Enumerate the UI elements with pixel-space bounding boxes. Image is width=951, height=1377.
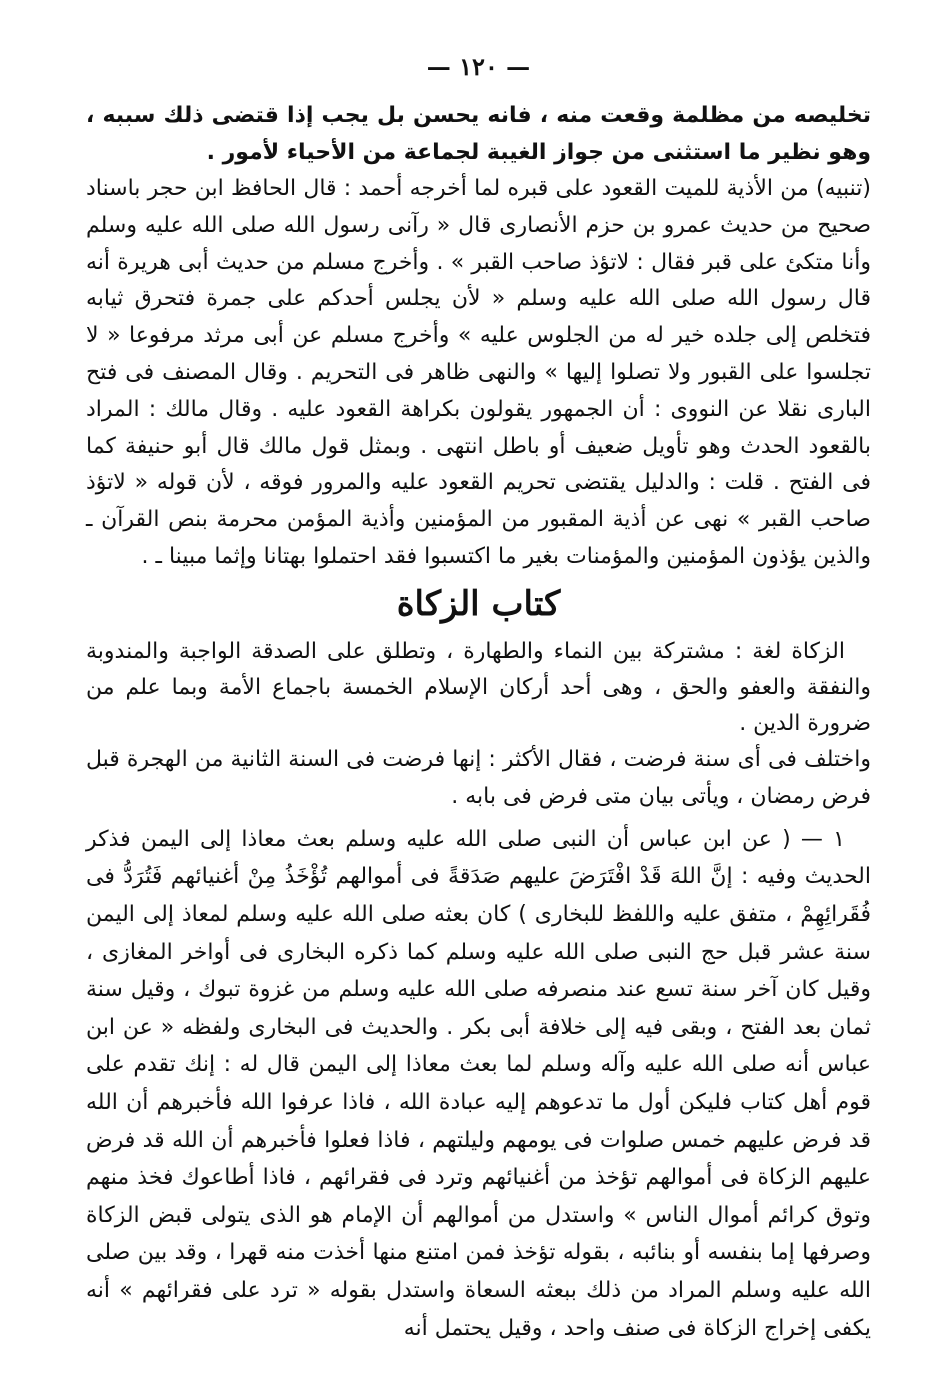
- intro-paragraph: تخليصه من مظلمة وقعت منه ، فانه يحسن بل يجب إذا قتضى ذلك سببه ، وهو نظير ما استثنى من جواز الغيبة لجماعة من الأحياء لأمور .: [86, 103, 871, 165]
- note-block: [86, 171, 871, 576]
- intro-block: [86, 97, 871, 171]
- zakat-definition-block: [86, 634, 871, 815]
- page-number: — ١٢٠ —: [426, 52, 531, 81]
- hadith-paragraph: ١ — ( عن ابن عباس أن النبى صلى الله عليه وسلم بعث معاذا إلى اليمن فذكر الحديث وفيه : إنَّ اللهَ قَدْ افْتَرَضَ عليهم صَدَقةً فى أموالهم تُؤْخَذُ مِنْ أغنيائهم فَتُرَدُّ فى فُقَرائِهِمْ ، متفق عليه واللفظ للبخارى ) كان بعثه صلى الله عليه وسلم لمعاذ إلى اليمن سنة عشر قبل حج النبى صلى الله عليه وسلم كما ذكره البخارى فى أواخر المغازى ، وقيل كان آخر سنة تسع عند منصرفه صلى الله عليه وسلم من غزوة تبوك ، وقيل سنة ثمان بعد الفتح ، وبقى فيه إلى خلافة أبى بكر . والحديث فى البخارى ولفظه « عن ابن عباس أنه صلى الله عليه وآله وسلم لما بعث معاذا إلى اليمن قال له : إنك تقدم على قوم أهل كتاب فليكن أول ما تدعوهم إليه عبادة الله ، فاذا عرفوا الله فأخبرهم أن الله قد فرض عليهم خمس صلوات فى يومهم وليلتهم ، فاذا فعلوا فأخبرهم أن الله قد فرض عليهم الزكاة فى أموالهم تؤخذ من أغنيائهم وترد فى فقرائهم ، فاذا أطاعوك فخذ منهم وتوق كرائم أموال الناس » واستدل من أموالهم أن الإمام هو الذى يتولى قبض الزكاة وصرفها إما بنفسه أو بنائبه ، بقوله تؤخذ فمن امتنع منها أخذت منه قهرا ، وقد بين صلى الله عليه وسلم المراد من ذلك ببعثه السعاة واستدل بقوله « ترد على فقرائهم » أنه يكفى إخراج الزكاة فى صنف واحد ، وقيل يحتمل أنه: [86, 826, 871, 1341]
- hadith-block: [86, 821, 871, 1347]
- zakat-paragraph: واختلف فى أى سنة فرضت ، فقال الأكثر : إنها فرضت فى السنة الثانية من الهجرة قبل فرض رمضان ، ويأتى بيان متى فرض فى بابه .: [86, 747, 871, 809]
- zakat-paragraph: الزكاة لغة : مشتركة بين النماء والطهارة ، وتطلق على الصدقة الواجبة والمندوبة والنفقة والعفو والحق ، وهى أحد أركان الإسلام الخمسة باجماع الأمة وبما علم من ضرورة الدين .: [86, 638, 871, 737]
- note-paragraph: (تنبيه) من الأذية للميت القعود على قبره لما أخرجه أحمد : قال الحافظ ابن حجر باسناد صحيح من حديث عمرو بن حزم الأنصارى قال « رآنى رسول الله صلى الله عليه وسلم وأنا متكئ على قبر فقال : لاتؤذ صاحب القبر » . وأخرج مسلم من حديث أبى هريرة أنه قال رسول الله صلى الله عليه وسلم « لأن يجلس أحدكم على جمرة فتحرق ثيابه فتخلص إلى جلده خير له من الجلوس عليه » وأخرج مسلم عن أبى مرثد مرفوعا « لا تجلسوا على القبور ولا تصلوا إليها » والنهى ظاهر فى التحريم . وقال المصنف فى فتح البارى نقلا عن النووى : أن الجمهور يقولون بكراهة القعود عليه . وقال مالك : المراد بالقعود الحدث وهو تأويل ضعيف أو باطل انتهى . وبمثل قول مالك قال أبو حنيفة كما فى الفتح . قلت : والدليل يقتضى تحريم القعود عليه والمرور فوقه ، لأن قوله « لاتؤذ صاحب القبر » نهى عن أذية المقبور من المؤمنين وأذية المؤمن محرمة بنص القرآن ـ والذين يؤذون المؤمنين والمؤمنات بغير ما اكتسبوا فقد احتملوا بهتانا وإثما مبينا ـ .: [86, 176, 871, 569]
- chapter-title: كتاب الزكاة: [396, 583, 561, 624]
